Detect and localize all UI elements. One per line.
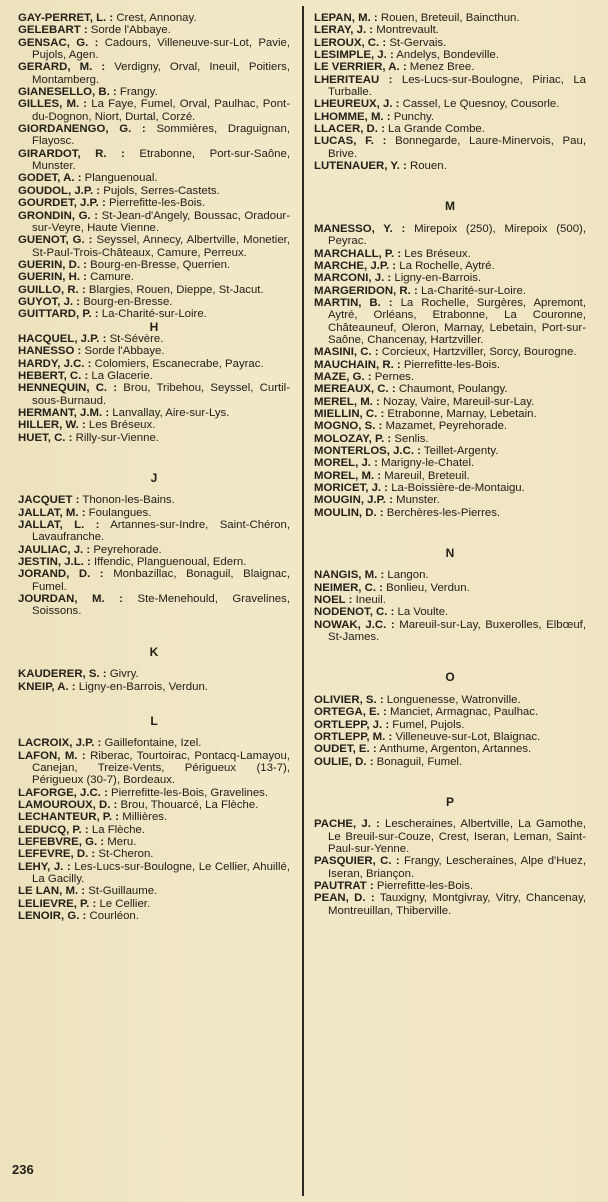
entry-name: JALLAT, M. :	[18, 506, 86, 519]
entry-places: Bourg-en-Bresse.	[83, 295, 173, 308]
directory-entry	[314, 12, 586, 24]
entry-name: GIRARDOT, R. :	[18, 147, 125, 160]
entry-name: ORTLEPP, J. :	[314, 718, 390, 731]
entry-places: Ste-Menehould, Gravelines, Soissons.	[32, 593, 291, 618]
entry-name: JALLAT, L. :	[18, 519, 100, 532]
entry-places: Longuenesse, Watronville.	[386, 693, 521, 706]
entry-name: HUET, C. :	[18, 431, 73, 444]
section-letter: O	[445, 670, 455, 685]
entry-places: Bonaguil, Fumel.	[376, 755, 463, 768]
entry-places: Fumel, Pujols.	[392, 718, 465, 731]
entry-places: Mirepoix (250), Mirepoix (500), Peyrac.	[328, 222, 586, 248]
entry-places: Riberac, Tourtoirac, Pontacq-Lamayou, Canejan, Treize-Vents, Périgueux (13-7), Périgueux (30-7), Bordeaux.	[32, 749, 290, 787]
entry-name: MIELLIN, C. :	[314, 407, 385, 420]
entry-name: MORICET, J. :	[314, 482, 389, 495]
entry-places: Gaillefontaine, Izel.	[104, 737, 202, 750]
section-letter: P	[445, 794, 454, 809]
entry-places: Les-Lucs-sur-Boulogne, Le Cellier, Ahuillé, La Gacilly.	[32, 860, 290, 885]
entry-places: Colomiers, Escanecrabe, Payrac.	[94, 357, 264, 370]
entry-name: LAFON, M. :	[18, 749, 86, 762]
page-number: 236	[12, 1162, 34, 1177]
entry-places: Bonnegarde, Laure-Minervois, Pau, Brive.	[328, 135, 586, 160]
entry-name: PASQUIER, C. :	[314, 855, 400, 868]
entry-name: LEFEVRE, D. :	[18, 848, 96, 861]
entry-name: MARCHE, J.P. :	[314, 259, 397, 272]
entry-places: Corcieux, Hartzviller, Sorcy, Bourogne.	[381, 346, 577, 359]
directory-entry	[314, 569, 586, 581]
directory-entry	[18, 507, 290, 519]
entry-name: LACROIX, J.P. :	[18, 737, 102, 750]
entry-name: LENOIR, G. :	[18, 910, 87, 922]
entry-name: MARCHALL, P. :	[314, 247, 402, 260]
entry-places: Bonlieu, Verdun.	[386, 581, 470, 594]
directory-entry	[18, 185, 290, 197]
directory-entry	[18, 593, 290, 618]
entry-places: Blargies, Rouen, Dieppe, St-Jacut.	[88, 283, 264, 296]
directory-entry	[18, 24, 290, 36]
directory-entry	[18, 544, 290, 556]
directory-entry	[18, 37, 290, 62]
entry-places: Rouen, Breteuil, Baincthun.	[380, 12, 520, 24]
directory-entry	[314, 433, 586, 445]
entry-places: Senlis.	[394, 432, 429, 445]
entry-places: Rouen.	[410, 160, 447, 173]
directory-entry	[18, 296, 290, 308]
entry-name: NOWAK, J.C. :	[314, 618, 395, 631]
directory-entry	[18, 419, 290, 431]
entry-name: LEROUX, C. :	[314, 36, 387, 49]
entry-name: PACHE, J. :	[314, 818, 380, 831]
entry-name: LE LAN, M. :	[18, 885, 86, 898]
directory-entry	[314, 285, 586, 297]
entry-places: St-Jean-d'Angely, Boussac, Oradour-sur-Veyre, Haute Vienne.	[32, 209, 291, 234]
entry-name: LEFEBVRE, G. :	[18, 835, 105, 848]
entry-name: GUENOT, G. :	[18, 234, 93, 247]
entry-name: MARGERIDON, R. :	[314, 284, 418, 297]
directory-entry	[18, 885, 290, 897]
entry-places: Mareuil-sur-Lay, Buxerolles, Elbœuf, St-James.	[328, 618, 586, 644]
entry-places: Givry.	[109, 668, 139, 681]
entry-name: LHEUREUX, J. :	[314, 98, 400, 111]
directory-entry	[314, 594, 586, 606]
entry-name: GUERIN, H. :	[18, 271, 87, 284]
entry-name: NANGIS, M. :	[314, 569, 385, 582]
directory-entry	[314, 359, 586, 371]
directory-entry	[18, 333, 290, 345]
entry-name: PEAN, D. :	[314, 892, 375, 905]
entry-name: MARTIN, B. :	[314, 296, 393, 309]
entry-name: GIORDANENGO, G. :	[18, 123, 146, 136]
directory-entry	[18, 824, 290, 836]
directory-entry	[18, 345, 290, 357]
entry-name: GERARD, M. :	[18, 61, 106, 74]
entry-places: Les-Lucs-sur-Boulogne, Piriac, La Turballe.	[328, 73, 587, 99]
directory-entry	[18, 556, 290, 568]
directory-entry	[18, 668, 290, 680]
entry-name: MOGNO, S. :	[314, 420, 383, 433]
entry-name: HEBERT, C. :	[18, 369, 89, 382]
directory-entry	[18, 836, 290, 848]
entry-name: GRONDIN, G. :	[18, 209, 99, 222]
entry-name: LERAY, J. :	[314, 24, 374, 37]
entry-places: Lanvallay, Aire-sur-Lys.	[112, 407, 230, 419]
directory-entry	[18, 811, 290, 823]
entry-places: Teillet-Argenty.	[423, 445, 499, 457]
entry-name: LUCAS, F. :	[314, 135, 387, 148]
directory-entry	[314, 260, 586, 272]
entry-name: MARCONI, J. :	[314, 272, 392, 285]
entry-places: Verdigny, Orval, Ineuil, Poitiers, Montamberg.	[32, 61, 290, 86]
entry-name: GENSAC, G. :	[18, 36, 99, 49]
entry-places: St-Cheron.	[98, 848, 154, 861]
directory-entry	[18, 848, 290, 860]
directory-entry	[18, 432, 290, 444]
directory-entry	[18, 172, 290, 184]
entry-name: ORTLEPP, M. :	[314, 730, 393, 743]
directory-entry	[314, 37, 586, 49]
directory-entry	[314, 297, 586, 346]
directory-entry	[314, 272, 586, 284]
entry-places: Etrabonne, Marnay, Lebetain.	[387, 407, 537, 420]
entry-places: Nozay, Vaire, Mareuil-sur-Lay.	[382, 395, 535, 408]
directory-entry	[18, 271, 290, 283]
directory-entry	[314, 98, 586, 110]
entry-name: MOUGIN, J.P. :	[314, 494, 393, 507]
entry-places: Ineuil.	[355, 594, 386, 607]
entry-places: Cassel, Le Quesnoy, Cousorle.	[402, 98, 560, 111]
directory-entry	[314, 706, 586, 718]
directory-entry	[18, 148, 290, 173]
entry-places: Etrabonne, Port-sur-Saône, Munster.	[32, 147, 290, 173]
entry-name: MEREAUX, C. :	[314, 383, 396, 396]
entry-name: MASINI, C. :	[314, 346, 379, 359]
entry-places: Frangy, Lescheraines, Alpe d'Huez, Iseran, Briançon.	[328, 855, 586, 880]
directory-entry	[314, 582, 586, 594]
entry-places: Planguenoual.	[84, 172, 158, 185]
entry-places: Seyssel, Annecy, Albertville, Monetier, St-Paul-Trois-Châteaux, Camure, Perreux.	[32, 234, 290, 259]
directory-entry	[314, 892, 586, 917]
entry-name: LLACER, D. :	[314, 123, 385, 136]
directory-entry	[314, 123, 586, 135]
entry-places: Courléon.	[89, 910, 139, 922]
directory-entry	[314, 880, 586, 892]
entry-places: Pierrefitte-les-Bois.	[376, 879, 474, 892]
entry-places: La Voulte.	[397, 606, 449, 619]
entry-places: Berchères-les-Pierres.	[386, 506, 501, 519]
entry-places: La-Boissière-de-Montaigu.	[391, 482, 525, 495]
entry-places: Meru.	[107, 835, 137, 848]
directory-entry	[314, 223, 586, 248]
directory-entry	[18, 98, 290, 123]
directory-entry	[314, 470, 586, 482]
entry-name: MOREL, M. :	[314, 469, 382, 482]
entry-places: Peyrehorade.	[93, 543, 162, 556]
directory-entry	[18, 197, 290, 209]
entry-places: Sorde l'Abbaye.	[90, 24, 171, 37]
entry-places: St-Gervais.	[389, 36, 447, 49]
section-letter: N	[445, 546, 455, 561]
directory-entry	[314, 507, 586, 519]
entry-places: La Rochelle, Surgères, Apremont, Aytré, Orléans, Etrabonne, La Couronne, Châteauneuf, Oleron, Marnay, Lebetain, Port-sur-Saône, Chancenay, Hartzviller.	[328, 296, 586, 346]
entry-places: Iffendic, Planguenoual, Edern.	[93, 556, 247, 569]
directory-entry	[314, 420, 586, 432]
entry-name: GUYOT, J. :	[18, 295, 81, 308]
entry-name: HILLER, W. :	[18, 419, 86, 432]
entry-name: LAFORGE, J.C. :	[18, 786, 108, 799]
directory-entry	[314, 731, 586, 743]
entry-name: LESIMPLE, J. :	[314, 49, 394, 62]
entry-name: JAULIAC, J. :	[18, 543, 91, 556]
entry-places: Munster.	[396, 494, 440, 507]
entry-places: Mareuil, Breteuil.	[384, 469, 470, 482]
entry-name: MONTERLOS, J.C. :	[314, 445, 421, 457]
entry-name: LEHY, J. :	[18, 860, 71, 873]
entry-places: Foulangues.	[88, 506, 152, 519]
directory-entry	[18, 407, 290, 419]
entry-name: MOULIN, D. :	[314, 506, 384, 519]
entry-name: GUERIN, D. :	[18, 258, 87, 271]
directory-entry	[314, 756, 586, 768]
directory-entry	[314, 74, 586, 99]
directory-entry	[314, 445, 586, 457]
entry-places: Villeneuve-sur-Lot, Blaignac.	[395, 730, 541, 743]
entry-places: Pierrefitte-les-Bois.	[108, 197, 206, 210]
directory-entry	[314, 719, 586, 731]
entry-name: OUDET, E. :	[314, 743, 377, 756]
entry-name: HANESSO :	[18, 345, 82, 358]
entry-places: Pernes.	[374, 370, 415, 383]
entry-name: OLIVIER, S. :	[314, 693, 384, 706]
entry-name: ORTEGA, E. :	[314, 706, 387, 719]
entry-places: La Grande Combe.	[388, 123, 485, 136]
entry-places: La-Charité-sur-Loire.	[101, 308, 207, 321]
directory-entry	[18, 910, 290, 922]
entry-name: MOREL, J. :	[314, 457, 378, 470]
entry-name: JESTIN, J.L. :	[18, 556, 91, 569]
entry-places: Monbazillac, Bonaguil, Blaignac, Fumel.	[32, 568, 291, 593]
directory-entry	[18, 519, 290, 544]
entry-places: Punchy.	[393, 110, 435, 123]
entry-name: PAUTRAT :	[314, 879, 374, 892]
directory-entry	[314, 818, 586, 855]
directory-entry	[314, 371, 586, 383]
entry-places: Brou, Thouarcé, La Flèche.	[120, 798, 259, 811]
directory-entry	[18, 787, 290, 799]
entry-name: LEDUCQ, P. :	[18, 823, 89, 836]
entry-name: HERMANT, J.M. :	[18, 407, 110, 419]
entry-name: GIANESELLO, B. :	[18, 86, 117, 99]
directory-entry	[314, 494, 586, 506]
entry-name: MOLOZAY, P. :	[314, 432, 392, 445]
entry-places: Millières.	[122, 811, 168, 824]
entry-name: MEREL, M. :	[314, 395, 380, 408]
section-letter: H	[149, 319, 159, 334]
directory-entry	[18, 861, 290, 886]
entry-places: Bourg-en-Bresse, Querrien.	[90, 258, 231, 271]
entry-name: GILLES, M. :	[18, 98, 88, 111]
directory-entry	[18, 568, 290, 593]
entry-name: GODET, A. :	[18, 172, 82, 185]
directory-entry	[314, 482, 586, 494]
directory-entry	[314, 49, 586, 61]
entry-places: Menez Bree.	[409, 61, 475, 74]
entry-name: NOEL :	[314, 594, 353, 607]
directory-entry	[314, 694, 586, 706]
entry-places: La-Charité-sur-Loire.	[420, 284, 527, 297]
directory-entry	[18, 898, 290, 910]
entry-name: MAUCHAIN, R. :	[314, 358, 401, 371]
entry-name: GUITTARD, P. :	[18, 308, 99, 321]
entry-name: LHERITEAU :	[314, 73, 393, 86]
column-divider	[302, 6, 304, 1196]
directory-entry	[18, 370, 290, 382]
directory-entry	[314, 135, 586, 160]
directory-entry	[18, 358, 290, 370]
entry-places: La Glacerie.	[91, 369, 153, 382]
directory-entry	[18, 308, 290, 320]
directory-entry	[314, 160, 586, 172]
entry-places: Marigny-le-Chatel.	[381, 457, 475, 470]
entry-places: Andelys, Bondeville.	[396, 49, 499, 62]
directory-entry	[314, 855, 586, 880]
entry-places: Ligny-en-Barrois, Verdun.	[78, 680, 208, 693]
entry-name: LEPAN, M. :	[314, 12, 378, 24]
entry-places: Thonon-les-Bains.	[82, 494, 175, 507]
entry-name: LHOMME, M. :	[314, 110, 391, 123]
entry-name: GAY-PERRET, L. :	[18, 12, 114, 24]
directory-entry	[18, 681, 290, 693]
entry-places: Langon.	[387, 569, 429, 582]
left-column	[18, 12, 290, 922]
directory-entry	[314, 619, 586, 644]
directory-entry	[18, 799, 290, 811]
entry-name: GELEBART :	[18, 24, 88, 37]
entry-places: Montrevault.	[376, 24, 439, 37]
entry-places: Manciet, Armagnac, Paulhac.	[389, 706, 539, 719]
entry-places: Anthume, Argenton, Artannes.	[379, 743, 532, 756]
entry-name: LECHANTEUR, P. :	[18, 811, 120, 824]
entry-name: KNEIP, A. :	[18, 680, 76, 693]
entry-name: LELIEVRE, P. :	[18, 897, 97, 910]
directory-entry	[18, 61, 290, 86]
directory-entry	[314, 111, 586, 123]
entry-places: Artannes-sur-Indre, Saint-Chéron, Lavaufranche.	[32, 519, 290, 544]
directory-entry	[18, 737, 290, 749]
directory-entry	[18, 123, 290, 148]
entry-places: Ligny-en-Barrois.	[394, 272, 482, 285]
entry-places: La Faye, Fumel, Orval, Paulhac, Pont-du-Dognon, Niort, Durtal, Corzé.	[32, 98, 290, 123]
directory-entry	[314, 346, 586, 358]
directory-entry	[18, 12, 290, 24]
entry-name: KAUDERER, S. :	[18, 668, 107, 681]
directory-entry	[18, 259, 290, 271]
directory-entry	[314, 24, 586, 36]
entry-name: JACQUET :	[18, 494, 80, 507]
entry-places: La Rochelle, Aytré.	[399, 259, 495, 272]
entry-name: NODENOT, C. :	[314, 606, 395, 619]
entry-name: MANESSO, Y. :	[314, 222, 406, 235]
directory-entry	[18, 210, 290, 235]
right-column	[314, 12, 586, 917]
directory-entry	[314, 606, 586, 618]
entry-places: Pujols, Serres-Castets.	[103, 184, 220, 197]
section-letter: J	[150, 471, 158, 486]
entry-places: Rilly-sur-Vienne.	[75, 431, 159, 444]
entry-name: JOURDAN, M. :	[18, 593, 123, 606]
directory-entry	[18, 494, 290, 506]
entry-places: Sommières, Draguignan, Flayosc.	[32, 123, 290, 148]
entry-name: LAMOUROUX, D. :	[18, 798, 118, 811]
entry-places: Pierrefitte-les-Bois, Gravelines.	[111, 786, 269, 799]
entry-name: HACQUEL, J.P. :	[18, 332, 107, 345]
entry-places: Crest, Annonay.	[116, 12, 197, 24]
directory-entry	[314, 396, 586, 408]
entry-places: St-Sévère.	[109, 332, 164, 345]
entry-places: Pierrefitte-les-Bois.	[403, 358, 501, 371]
entry-places: St-Guillaume.	[88, 885, 158, 898]
directory-entry	[314, 383, 586, 395]
directory-entry	[314, 408, 586, 420]
entry-places: Le Cellier.	[99, 897, 151, 910]
entry-name: OULIE, D. :	[314, 755, 374, 768]
section-letter: K	[149, 644, 159, 659]
entry-name: NEIMER, C. :	[314, 581, 383, 594]
directory-entry	[18, 234, 290, 259]
entry-places: Brou, Tribehou, Seyssel, Curtil-sous-Burnaud.	[32, 382, 291, 407]
entry-places: Les Bréseux.	[88, 419, 156, 432]
directory-entry	[314, 743, 586, 755]
entry-name: LE VERRIER, A. :	[314, 61, 407, 74]
directory-entry	[18, 750, 290, 787]
entry-name: HENNEQUIN, C. :	[18, 382, 118, 395]
directory-entry	[18, 382, 290, 407]
entry-name: GOUDOL, J.P. :	[18, 184, 101, 197]
entry-places: Chaumont, Poulangy.	[398, 383, 508, 396]
entry-places: Frangy.	[119, 86, 158, 99]
entry-places: Cadours, Villeneuve-sur-Lot, Pavie, Pujols, Agen.	[32, 36, 290, 62]
entry-name: MAZE, G. :	[314, 370, 372, 383]
directory-entry	[314, 248, 586, 260]
entry-places: La Flèche.	[91, 823, 146, 836]
entry-name: GOURDET, J.P. :	[18, 197, 106, 210]
entry-places: Camure.	[90, 271, 134, 284]
entry-name: GUILLO, R. :	[18, 283, 86, 296]
entry-places: Lescheraines, Albertville, La Gamothe, Le Breuil-sur-Couze, Crest, Iseran, Leman, Saint-Paul-sur-Yenne.	[328, 818, 586, 855]
directory-entry	[18, 86, 290, 98]
entry-name: LUTENAUER, Y. :	[314, 160, 407, 173]
directory-entry	[314, 61, 586, 73]
directory-entry	[314, 457, 586, 469]
entry-name: JORAND, D. :	[18, 568, 104, 581]
entry-name: HARDY, J.C. :	[18, 357, 92, 370]
entry-places: Sorde l'Abbaye.	[84, 345, 165, 358]
directory-entry	[18, 284, 290, 296]
entry-places: Mazamet, Peyrehorade.	[385, 420, 508, 433]
section-letter: L	[150, 713, 158, 728]
section-letter: M	[445, 199, 455, 214]
entry-places: Les Bréseux.	[404, 247, 471, 260]
entry-places: Tauxigny, Montgivray, Vitry, Chancenay, Montreuillan, Thiberville.	[328, 892, 586, 917]
